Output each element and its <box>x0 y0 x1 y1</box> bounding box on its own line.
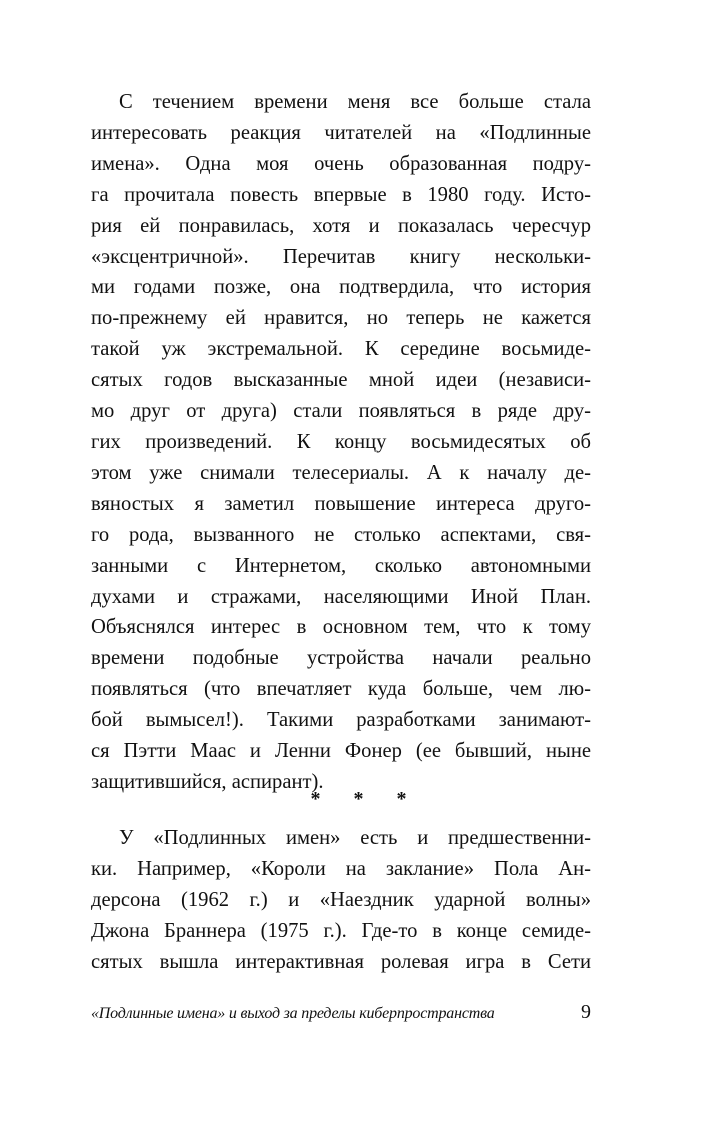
text-line: по-прежнему ей нравится, но теперь не кажется <box>91 307 591 330</box>
text-line: такой уж экстремальной. К середине восьмиде- <box>91 338 591 361</box>
text-line: С течением времени меня все больше стала <box>119 91 591 113</box>
page-footer <box>91 1001 591 1024</box>
text-line: времени подобные устройства начали реально <box>91 647 591 670</box>
text-line: гих произведений. К концу восьмидесятых об <box>91 430 591 453</box>
text-line: У «Подлинных имен» есть и предшественни- <box>119 827 591 849</box>
text-line: го рода, вызванного не столько аспектами, свя- <box>91 523 591 546</box>
text-line: ся Пэтти Маас и Ленни Фонер (ее бывший, ныне <box>91 740 591 763</box>
text-line: га прочитала повесть впервые в 1980 году. Исто- <box>91 183 591 206</box>
text-line: мо друг от друга) стали появляться в ряде дру- <box>91 400 591 423</box>
text-line: интересовать реакция читателей на «Подлинные <box>91 121 591 144</box>
text-line: ми годами позже, она подтвердила, что история <box>91 276 591 299</box>
text-line: вяностых я заметил повышение интереса друго- <box>91 492 591 515</box>
text-line: этом уже снимали телесериалы. А к началу де- <box>91 461 591 484</box>
text-line: сятых годов высказанные мной идеи (независи- <box>91 369 591 392</box>
section-separator: * * * <box>310 788 421 810</box>
text-line: появляться (что впечатляет куда больше, чем лю- <box>91 678 591 701</box>
text-line: имена». Одна моя очень образованная подру- <box>91 152 591 175</box>
text-line: духами и стражами, населяющими Иной План. <box>91 585 591 608</box>
text-line: «эксцентричной». Перечитав книгу нескольки- <box>91 245 591 268</box>
paragraph-1 <box>91 87 591 798</box>
text-line: бой вымысел!). Такими разработками занимают- <box>91 709 591 732</box>
page-number: 9 <box>581 1001 591 1023</box>
text-line: рия ей понравилась, хотя и показалась чересчур <box>91 214 591 237</box>
text-line: Объяснялся интерес в основном тем, что к тому <box>91 616 591 639</box>
text-line: сятых вышла интерактивная ролевая игра в Сети <box>91 950 591 973</box>
text-line: занными с Интернетом, сколько автономными <box>91 554 591 577</box>
paragraph-2 <box>91 823 591 978</box>
text-line: Джона Браннера (1975 г.). Где-то в конце семиде- <box>91 919 591 942</box>
text-line: ки. Например, «Короли на заклание» Пола Ан- <box>91 857 591 880</box>
running-title: «Подлинные имена» и выход за пределы киберпространства <box>91 1005 495 1022</box>
text-line: дерсона (1962 г.) и «Наездник ударной волны» <box>91 888 591 911</box>
text-line: защитившийся, аспирант). <box>91 770 324 793</box>
